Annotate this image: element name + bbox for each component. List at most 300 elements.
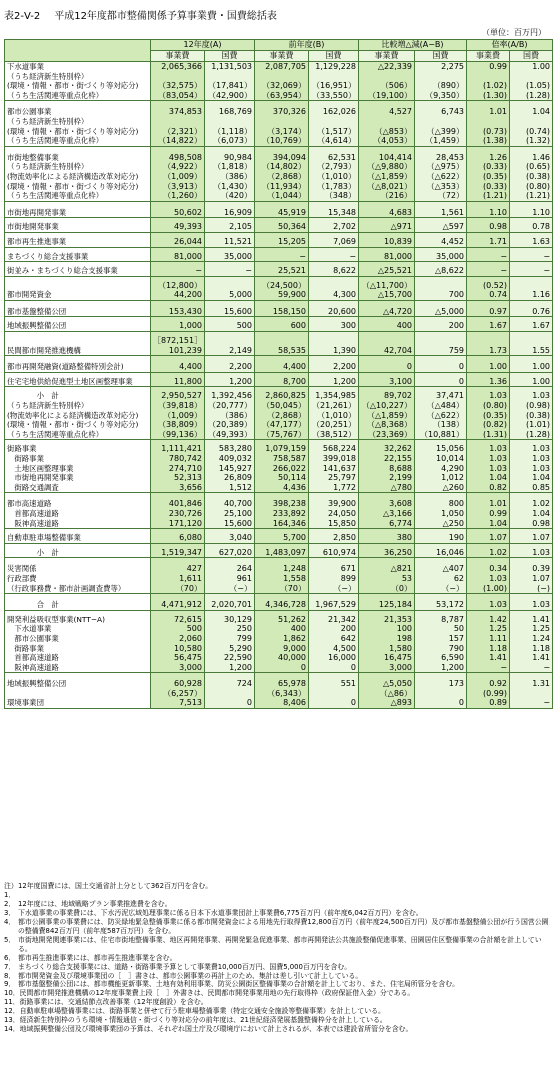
value-cell [151, 673, 205, 709]
cell-value: (0.38) [525, 171, 551, 181]
value-cell [359, 218, 415, 233]
cell-value: 168,769 [218, 107, 252, 117]
footnote-text: 地域振興整備公団及び環境事業団の予算は、それぞれ国土庁及び環境庁において計上されるが、本表では建設省所管分を含む。 [19, 1025, 413, 1034]
value-cell [151, 232, 205, 247]
cell-value: 1.04 [532, 107, 551, 117]
cell-value [311, 117, 356, 127]
row-label: 阪神高速道路 [7, 518, 59, 528]
value-cell [205, 493, 255, 529]
cell-value: 1.07 [532, 573, 551, 583]
cell-value: （4,922） [163, 162, 202, 172]
cell-value: （49,393） [208, 429, 252, 439]
value-cell [510, 101, 553, 146]
cell-value: 583,280 [218, 444, 252, 454]
cell-value: （386） [220, 410, 252, 420]
cell-value: (1.21) [482, 191, 508, 201]
cell-value: （1,783） [317, 181, 357, 191]
table-block [5, 262, 553, 277]
cell-value [469, 117, 507, 127]
cell-value: 1.24 [532, 633, 551, 643]
cell-value: 1.01 [489, 499, 508, 509]
table-block [5, 493, 553, 529]
value-cell [415, 558, 467, 594]
row-label: 市街地再開発事業 [7, 473, 74, 483]
value-cell [309, 356, 359, 373]
cell-value: （386） [220, 171, 252, 181]
cell-value: 44,200 [174, 290, 202, 300]
cell-value: 5,700 [283, 533, 306, 543]
cell-value [512, 689, 550, 699]
row-label: 首都高速道路 [7, 508, 59, 518]
value-cell [510, 247, 553, 262]
value-cell [510, 356, 553, 373]
table-block [5, 673, 553, 709]
cell-value: 8,406 [283, 698, 306, 708]
cell-value: （348） [324, 191, 357, 201]
cell-value: 16,475 [384, 653, 413, 663]
cell-value: 1,967,529 [315, 600, 357, 610]
cell-value: 1,558 [283, 573, 306, 583]
cell-value: （24,500） [262, 280, 306, 290]
footnote-number: 注）1． [4, 882, 18, 899]
row-label: 下水道事業 [7, 62, 44, 71]
cell-value: △821 [390, 564, 413, 574]
cell-value: （6,343） [267, 688, 306, 698]
row-label: 都市再生推進事業 [7, 236, 67, 246]
cell-value: 724 [236, 679, 252, 689]
value-cell [309, 594, 359, 611]
footnote-text: 街路事業には、交通結節点改善事業（12年度創設）を含む。 [19, 998, 208, 1007]
cell-value: 4,527 [389, 107, 413, 117]
col-group-fy12: 12年度(A) [151, 40, 255, 51]
cell-value: 36,250 [384, 547, 413, 557]
cell-value: 264 [236, 564, 252, 574]
row-label: (環境・情報・都市・街づくり等対応分) [7, 126, 139, 136]
cell-value [469, 72, 507, 82]
cell-value: (1.31) [482, 429, 508, 439]
cell-value: 21,342 [328, 614, 357, 624]
table-block [5, 146, 553, 201]
cell-value: 3,608 [389, 499, 413, 509]
footnote-text: 都市再生推進事業には、都市再生推進事業を含む。 [18, 953, 177, 962]
row-label: （うち経済新生特別枠） [7, 401, 89, 411]
cell-value: − [500, 251, 508, 261]
cell-value: 4,346,728 [265, 600, 306, 610]
cell-value: （17,841） [208, 81, 252, 91]
value-cell [205, 101, 255, 146]
value-cell [255, 317, 309, 332]
row-label: 下水道事業 [7, 624, 52, 634]
cell-value: （2,321） [163, 126, 202, 136]
value-cell [359, 543, 415, 558]
cell-value: − [543, 266, 551, 276]
footnote-number: 7． [4, 962, 16, 971]
footnote-text: 自動車駐車場整備事業には、街路事業と併せて行う駐車場整備事業（特定交通安全施設等整備事業）を計上している。 [19, 1007, 385, 1016]
value-cell [467, 276, 510, 300]
cell-value: 72,615 [174, 614, 202, 624]
cell-value: 1.16 [532, 290, 551, 300]
footnote-item [4, 1007, 552, 1016]
col-group-prev: 前年度(B) [255, 40, 359, 51]
footnote-text: 都市基盤整備公団には、都市機能更新事業、土地有効利用事業、防災公園街区整備事業の合計額を計上しており、また、住宅局所管分を含む。 [18, 980, 459, 989]
cell-value: 3,000 [179, 662, 202, 672]
cell-value: （506） [380, 81, 413, 91]
row-label: （うち生活関連等重点化枠） [7, 429, 104, 439]
cell-value: 4,400 [179, 362, 202, 372]
cell-value: (0.80) [482, 401, 508, 411]
cell-value: 1.03 [532, 454, 551, 463]
value-cell [255, 218, 309, 233]
cell-value: 568,224 [322, 444, 357, 454]
cell-value: （2,868） [267, 410, 306, 420]
cell-value: 62,531 [328, 152, 357, 162]
cell-value: 671 [340, 564, 357, 574]
value-cell [510, 218, 553, 233]
footnote-text: 下水道事業の事業費には、下水汚泥広域処理事業に係る日本下水道事業団計上事業費6,775百万円（前年度6,042百万円）を含む。 [18, 908, 423, 917]
page-header [4, 7, 291, 22]
value-cell [309, 300, 359, 317]
table-block [5, 62, 553, 101]
value-cell [309, 317, 359, 332]
cell-value: − [299, 251, 306, 261]
value-cell [309, 247, 359, 262]
cell-value: 25,521 [278, 266, 306, 276]
row-label: （うち経済新生特別枠） [7, 116, 89, 126]
cell-value: 2,199 [389, 473, 413, 483]
cell-value: （39,818） [158, 401, 202, 411]
value-cell [205, 543, 255, 558]
value-cell [415, 146, 467, 201]
table-block [5, 218, 553, 233]
cell-value: 21,353 [384, 614, 413, 624]
value-cell [205, 387, 255, 440]
value-cell [151, 247, 205, 262]
cell-value: 1.00 [532, 362, 551, 372]
cell-value: 627,020 [218, 547, 252, 557]
cell-value: 1,390 [333, 345, 357, 355]
table-block [5, 372, 553, 387]
row-label: 行政部費 [7, 573, 37, 583]
value-cell [467, 673, 510, 709]
row-label-cell [5, 493, 151, 529]
row-label: (環境・情報・都市・街づくり等対応分) [7, 420, 139, 430]
cell-value: （3,913） [163, 181, 202, 191]
cell-value: 1.07 [532, 533, 551, 543]
value-cell [415, 440, 467, 493]
col-jigyo: 事業費 [467, 51, 510, 62]
cell-value: 1.41 [532, 653, 551, 663]
cell-value: （1,044） [267, 191, 306, 201]
cell-value: (0.35) [482, 171, 508, 181]
value-cell [467, 372, 510, 387]
cell-value: 10,580 [174, 643, 202, 653]
value-cell [467, 101, 510, 146]
value-cell [151, 558, 205, 594]
value-cell [309, 146, 359, 201]
cell-value: 233,892 [272, 508, 306, 518]
cell-value: 1.03 [532, 600, 551, 610]
cell-value: 961 [236, 573, 252, 583]
cell-value: 158,150 [272, 306, 306, 316]
table-block [5, 276, 553, 300]
value-cell [510, 493, 553, 529]
cell-value: 1.10 [489, 207, 508, 217]
cell-value: 2,850 [333, 533, 357, 543]
value-cell [151, 594, 205, 611]
cell-value [207, 336, 252, 346]
cell-value [207, 281, 252, 291]
cell-value: 81,000 [384, 251, 413, 261]
value-cell [205, 529, 255, 544]
cell-value: 1,012 [441, 473, 465, 483]
cell-value: 1.03 [489, 463, 508, 473]
cell-value: △25,521 [377, 266, 413, 276]
cell-value: 56,475 [174, 653, 202, 663]
cell-value: 380 [396, 533, 413, 543]
cell-value: (0.38) [525, 410, 551, 420]
cell-value: （20,251） [312, 420, 357, 430]
value-cell [415, 529, 467, 544]
cell-value: （1,010） [317, 410, 357, 420]
cell-value: 1,200 [441, 662, 465, 672]
value-cell [467, 218, 510, 233]
cell-value: 15,850 [328, 518, 357, 528]
value-cell [255, 387, 309, 440]
row-label-cell [5, 201, 151, 218]
cell-value: 4,500 [333, 643, 357, 653]
cell-value: （6,257） [163, 688, 202, 698]
cell-value: （20,389） [208, 420, 252, 430]
cell-value: 1.03 [489, 573, 508, 583]
cell-value [311, 72, 356, 82]
cell-value [361, 336, 412, 346]
cell-value: （10,769） [262, 136, 306, 146]
value-cell [205, 218, 255, 233]
cell-value: 0 [246, 698, 252, 708]
budget-table [4, 39, 553, 709]
cell-value: 399,018 [322, 454, 357, 463]
cell-value: 40,000 [278, 653, 306, 663]
cell-value: (1.32) [525, 136, 551, 146]
cell-value: 153,430 [168, 306, 202, 316]
table-number: 表2-V-2 [4, 11, 41, 22]
table-block [5, 201, 553, 218]
cell-value: 398,238 [272, 499, 306, 509]
row-label: 阪神高速道路 [7, 662, 59, 672]
cell-value: （42,900） [208, 90, 252, 100]
cell-value: 1.04 [532, 508, 551, 518]
value-cell [415, 594, 467, 611]
cell-value: − [543, 251, 551, 261]
cell-value: 0.78 [532, 222, 551, 232]
cell-value: 200 [448, 321, 465, 331]
cell-value: 0 [458, 698, 465, 708]
cell-value: 11,800 [174, 376, 202, 386]
value-cell [467, 543, 510, 558]
footnote-number: 5． [4, 935, 16, 944]
cell-value: 2,200 [333, 362, 357, 372]
cell-value [417, 281, 464, 291]
footnote-number: 6． [4, 953, 16, 962]
value-cell [255, 610, 309, 673]
cell-value: （33,550） [312, 90, 357, 100]
cell-value: （2,793） [317, 162, 357, 172]
cell-value: 0.82 [489, 482, 508, 492]
cell-value: △780 [390, 482, 413, 492]
cell-value: 1,611 [179, 573, 202, 583]
value-cell [309, 440, 359, 493]
value-cell [510, 262, 553, 277]
cell-value: △971 [390, 222, 413, 232]
cell-value: （138） [432, 420, 465, 430]
value-cell [415, 247, 467, 262]
cell-value: △5,050 [382, 679, 413, 689]
cell-value: (0.52) [482, 280, 508, 290]
cell-value: 1.03 [532, 391, 551, 401]
footnote-text: 12年度には、地域戦略プラン事業推進費を含む。 [18, 899, 172, 908]
cell-value: （−） [441, 583, 465, 593]
value-cell [359, 300, 415, 317]
cell-value: 65,978 [278, 679, 306, 689]
row-label: 災害関係 [7, 564, 37, 574]
value-cell [359, 558, 415, 594]
cell-value: 0 [406, 362, 413, 372]
row-label: 地域振興整備公団 [7, 321, 67, 331]
cell-value: 600 [290, 321, 306, 331]
value-cell [255, 558, 309, 594]
cell-value: 1.18 [489, 643, 508, 653]
cell-value [469, 336, 507, 346]
cell-value: （21,261） [312, 401, 357, 411]
cell-value: 4,452 [441, 236, 465, 246]
cell-value: （△11,700） [361, 280, 413, 290]
cell-value: （−） [333, 583, 357, 593]
value-cell [510, 62, 553, 101]
value-cell [151, 62, 205, 101]
cell-value: （63,954） [262, 90, 306, 100]
footnote-number: 13． [4, 1016, 20, 1025]
value-cell [309, 101, 359, 146]
row-label: (環境・情報・都市・街づくり等対応分) [7, 81, 139, 91]
cell-value [257, 336, 306, 346]
cell-value: 1,392,456 [211, 391, 252, 401]
footnote-number: 11． [4, 998, 20, 1007]
table-block [5, 529, 553, 544]
value-cell [151, 332, 205, 356]
value-cell [151, 610, 205, 673]
cell-value: （△8,368） [366, 420, 413, 430]
value-cell [309, 232, 359, 247]
cell-value: (−) [537, 583, 551, 593]
value-cell [151, 529, 205, 544]
footnote-number: 2． [4, 899, 16, 908]
footnote-text: 都市開発資金及び環境事業団の［ ］書きは、都市公園事業の再計上のため、集計は差し引いて計上している。 [18, 971, 363, 980]
cell-value: 145,927 [218, 463, 252, 473]
cell-value: 0.89 [489, 698, 508, 708]
value-cell [510, 673, 553, 709]
cell-value: (1.05) [525, 81, 551, 91]
cell-value: （4,614） [317, 136, 357, 146]
cell-value: 30,129 [224, 614, 252, 624]
value-cell [309, 558, 359, 594]
cell-value: 498,508 [168, 152, 202, 162]
cell-value: 2,060 [179, 633, 202, 643]
cell-value: 141,637 [322, 463, 357, 473]
row-label-cell [5, 356, 151, 373]
row-label-cell [5, 673, 151, 709]
cell-value: △4,720 [382, 306, 413, 316]
row-label: 市街地再開発事業 [7, 207, 67, 217]
cell-value: 1.26 [489, 152, 508, 162]
cell-value [153, 117, 202, 127]
cell-value: − [500, 662, 508, 672]
value-cell [255, 529, 309, 544]
cell-value: 700 [448, 290, 465, 300]
cell-value: 0.99 [489, 62, 508, 71]
cell-value: (0.65) [525, 162, 551, 172]
cell-value: 100 [396, 624, 413, 634]
cell-value: 6,590 [441, 653, 465, 663]
row-label: （うち経済新生特別枠） [7, 71, 89, 81]
col-group-diff: 比較増△減(A−B) [359, 40, 467, 51]
cell-value [417, 689, 464, 699]
cell-value: 1,200 [229, 662, 252, 672]
cell-value: 1.71 [489, 236, 508, 246]
cell-value: 58,535 [278, 345, 306, 355]
cell-value [153, 72, 202, 82]
cell-value: 6,774 [389, 518, 413, 528]
cell-value: (1.38) [482, 136, 508, 146]
col-jigyo: 事業費 [255, 51, 309, 62]
value-cell [255, 543, 309, 558]
row-label-cell [5, 317, 151, 332]
cell-value: (0.80) [525, 181, 551, 191]
cell-value: 0.97 [489, 306, 508, 316]
row-label: 開発利益吸収型事業(NTT−A) [7, 614, 105, 624]
footnote-item [4, 900, 552, 909]
cell-value: 0 [458, 362, 465, 372]
row-label: 都市開発資金 [7, 290, 52, 300]
row-label [7, 689, 148, 699]
value-cell [255, 440, 309, 493]
cell-value: 89,702 [384, 391, 413, 401]
cell-value: 1.03 [489, 600, 508, 610]
cell-value: （△353） [426, 181, 465, 191]
value-cell [415, 276, 467, 300]
cell-value: （70） [175, 583, 202, 593]
cell-value: 1.67 [489, 321, 508, 331]
cell-value: 5,000 [229, 290, 252, 300]
cell-value: 1.03 [532, 547, 551, 557]
cell-value: 5,290 [229, 643, 252, 653]
cell-value: （38,512） [312, 429, 357, 439]
cell-value: 1.00 [532, 62, 551, 71]
cell-value: 3,040 [229, 533, 252, 543]
table-block [5, 543, 553, 558]
footnote-text: 12年度国費には、国土交通省計上分として362百万円を含む。 [18, 882, 213, 890]
cell-value: 1.00 [489, 362, 508, 372]
value-cell [415, 62, 467, 101]
cell-value: 274,710 [168, 463, 202, 473]
cell-value: （−） [229, 583, 252, 593]
cell-value: （3,174） [267, 126, 306, 136]
value-cell [255, 232, 309, 247]
cell-value: 1,200 [333, 376, 357, 386]
value-cell [309, 610, 359, 673]
cell-value: 3,100 [389, 376, 413, 386]
footnote-number: 3． [4, 908, 16, 917]
cell-value: 7,069 [333, 236, 357, 246]
